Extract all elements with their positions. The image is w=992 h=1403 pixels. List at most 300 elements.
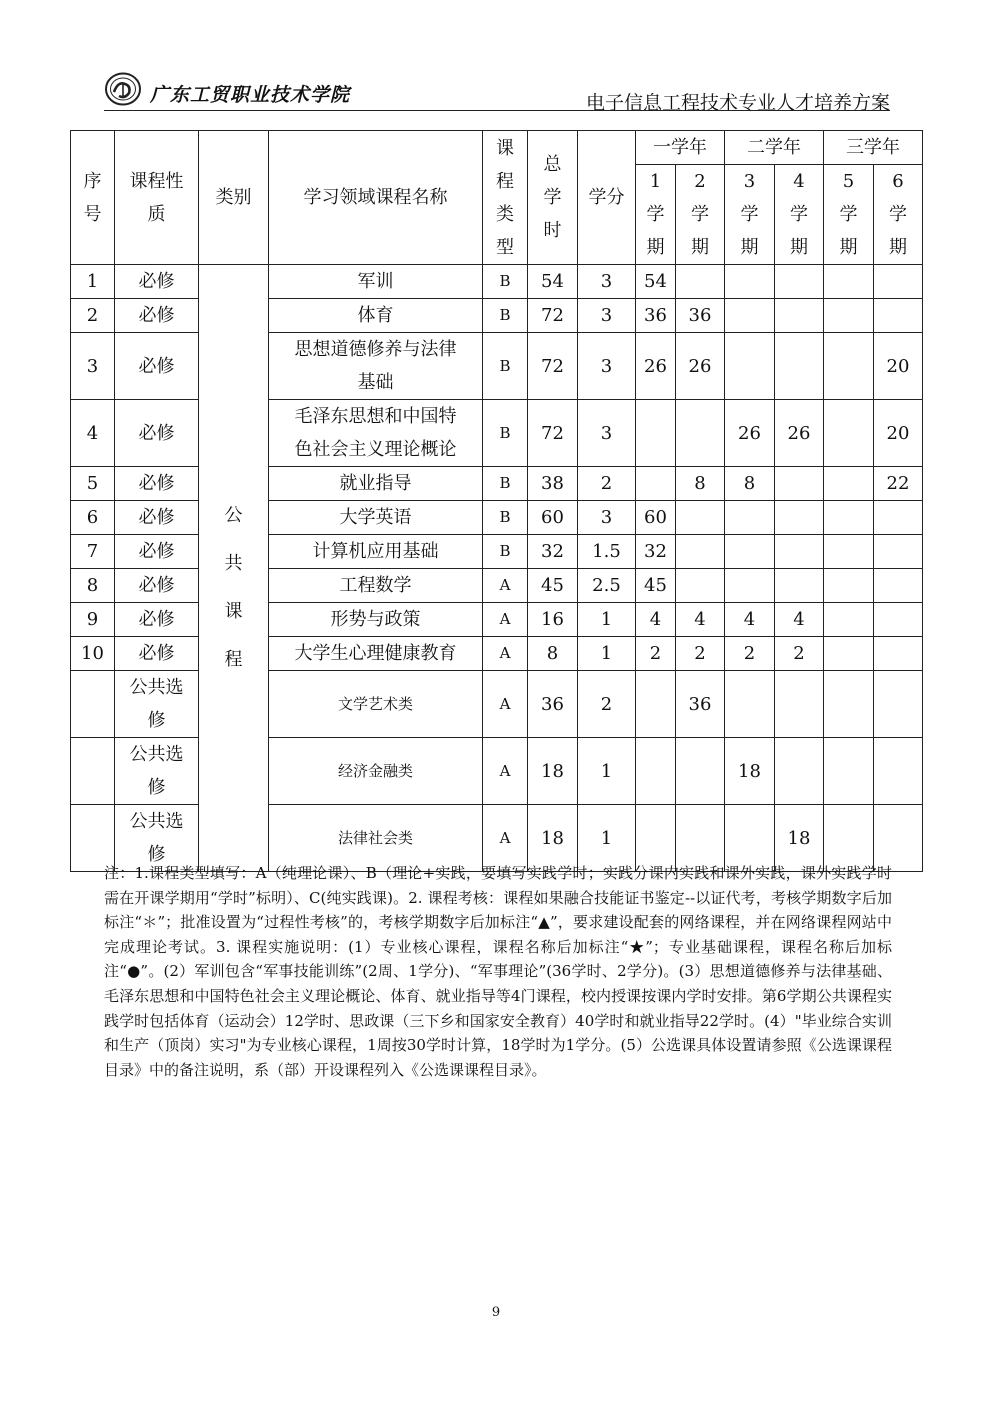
cell-course-name-text: 军训 bbox=[357, 271, 394, 292]
header-nature-text: 课程性 bbox=[129, 170, 184, 192]
cell-semester-1 bbox=[636, 501, 676, 535]
cell-total-hours bbox=[528, 637, 578, 671]
cell-nature bbox=[115, 265, 199, 299]
header-nature bbox=[115, 131, 199, 265]
cell-course-name bbox=[269, 265, 483, 299]
header-semester-text: 2 bbox=[694, 171, 706, 192]
cell-semester-5 bbox=[824, 467, 874, 501]
cell-semester-2 bbox=[676, 265, 725, 299]
header-semester-text: 4 bbox=[793, 171, 805, 192]
cell-credits-text: 1.5 bbox=[592, 541, 621, 562]
cell-course-type-text: B bbox=[499, 356, 511, 375]
cell-course-name bbox=[269, 535, 483, 569]
cell-course-name bbox=[269, 569, 483, 603]
cell-course-name bbox=[269, 333, 483, 400]
cell-seq-text: 4 bbox=[86, 422, 99, 444]
cell-semester-4 bbox=[775, 265, 824, 299]
cell-total-hours bbox=[528, 501, 578, 535]
header-semester-text: 期 bbox=[646, 237, 665, 258]
cell-course-name-text: 法律社会类 bbox=[337, 828, 413, 847]
cell-semester-1-text: 45 bbox=[644, 575, 667, 596]
cell-course-type-text: A bbox=[499, 694, 511, 713]
cell-semester-1 bbox=[636, 637, 676, 671]
header-semester-text: 学 bbox=[889, 204, 907, 225]
cell-total-hours-text: 8 bbox=[546, 643, 559, 664]
cell-seq-text: 3 bbox=[86, 355, 99, 377]
cell-semester-3-text: 4 bbox=[743, 609, 756, 630]
header-semester-text: 期 bbox=[839, 237, 858, 258]
table-row bbox=[71, 637, 923, 671]
cell-course-type-text: A bbox=[499, 644, 511, 662]
header-seq-text: 号 bbox=[83, 203, 102, 225]
cell-total-hours-text: 16 bbox=[541, 609, 564, 630]
cell-semester-4-text: 4 bbox=[793, 609, 805, 630]
table-row bbox=[71, 569, 923, 603]
cell-course-type-text: B bbox=[499, 474, 511, 492]
cell-semester-1 bbox=[636, 333, 676, 400]
cell-semester-2-text: 8 bbox=[694, 473, 706, 494]
header-course-type-text: 课 bbox=[496, 137, 514, 159]
cell-semester-1-text: 32 bbox=[644, 541, 667, 562]
table-row bbox=[71, 265, 923, 299]
cell-semester-5 bbox=[824, 671, 874, 738]
cell-course-type bbox=[483, 299, 528, 333]
cell-credits-text: 2 bbox=[600, 693, 613, 715]
cell-credits bbox=[578, 333, 636, 400]
cell-semester-4 bbox=[775, 333, 824, 400]
header-semester-text: 1 bbox=[649, 171, 662, 192]
table-note: 注：1.课程类型填写：A（纯理论课）、B（理论+实践，要填写实践学时；实践分课内实践和课外实践，课外实践学时需在开课学期用“学时”标明）、C(纯实践课)。2. 课程考核：课程如果融合技能证书鉴定--以证代考，考核学期数字后加标注“＊”；批准设置为“过程性考核”的，考核学期数字后加标注“▲”，要求建设配套的网络课程，并在网络课程网站中完成理论考试。3. 课程实施说明：(1）专业核心课程，课程名称后加标注“★”；专业基础课程，课程名称后加标注“●”。(2）军训包含“军事技能训练”(2周、1学分)、“军事理论”(36学时、2学分)。(3）思想道德修养与法律基础、毛泽东思想和中国特色社会主义理论概论、体育、就业指导等4门课程，校内授课按课内学时安排。第6学期公共课程实践学时包括体育（运动会）12学时、思政课（三下乡和国家安全教育）40学时和就业指导22学时。(4）"毕业综合实训和生产（顶岗）实习"为专业核心课程，1周按30学时计算，18学时为1学分。(5）公选课具体设置请参照《公选课课程目录》中的备注说明，系（部）开设课程列入《公选课课程目录》。 bbox=[104, 864, 892, 1079]
cell-credits bbox=[578, 400, 636, 467]
cell-course-type bbox=[483, 501, 528, 535]
cell-semester-4 bbox=[775, 467, 824, 501]
cell-seq bbox=[71, 535, 115, 569]
category-public-course-text: 共 bbox=[224, 553, 243, 574]
category-public-course bbox=[199, 265, 269, 872]
table-row bbox=[71, 535, 923, 569]
cell-course-name-text: 工程数学 bbox=[339, 575, 412, 596]
cell-semester-5 bbox=[824, 333, 874, 400]
cell-semester-4-text: 26 bbox=[787, 422, 811, 444]
cell-semester-3 bbox=[725, 333, 775, 400]
header-total-hours-text: 学 bbox=[543, 187, 562, 208]
cell-semester-6 bbox=[874, 671, 923, 738]
cell-semester-3-text: 2 bbox=[743, 643, 756, 664]
cell-semester-1-text: 36 bbox=[644, 305, 667, 326]
cell-semester-1 bbox=[636, 467, 676, 501]
cell-credits-text: 3 bbox=[600, 422, 613, 444]
header-year-text: 一学年 bbox=[653, 137, 707, 158]
cell-semester-2 bbox=[676, 400, 725, 467]
cell-nature-text: 修 bbox=[147, 710, 166, 731]
cell-semester-5 bbox=[824, 501, 874, 535]
cell-credits-text: 1 bbox=[600, 609, 613, 630]
table-row bbox=[71, 671, 923, 738]
table-row bbox=[71, 467, 923, 501]
cell-credits bbox=[578, 637, 636, 671]
cell-seq-text: 10 bbox=[81, 643, 104, 664]
cell-nature bbox=[115, 671, 199, 738]
cell-course-name bbox=[269, 603, 483, 637]
cell-semester-1 bbox=[636, 671, 676, 738]
cell-nature-text: 必修 bbox=[138, 507, 175, 528]
cell-course-name-text: 文学艺术类 bbox=[337, 694, 413, 713]
cell-credits-text: 3 bbox=[600, 305, 613, 326]
cell-total-hours-text: 54 bbox=[541, 271, 564, 292]
cell-semester-1 bbox=[636, 265, 676, 299]
cell-semester-1-text: 26 bbox=[644, 355, 667, 377]
cell-nature-text: 必修 bbox=[138, 473, 175, 494]
cell-total-hours bbox=[528, 265, 578, 299]
cell-course-type bbox=[483, 637, 528, 671]
cell-course-type bbox=[483, 467, 528, 501]
cell-seq-text: 1 bbox=[86, 271, 99, 292]
header-semester-text: 3 bbox=[743, 171, 756, 192]
cell-seq bbox=[71, 299, 115, 333]
cell-semester-6 bbox=[874, 467, 923, 501]
cell-nature bbox=[115, 467, 199, 501]
page-header bbox=[104, 72, 894, 112]
cell-credits bbox=[578, 467, 636, 501]
cell-semester-5 bbox=[824, 738, 874, 805]
cell-course-name-text: 体育 bbox=[357, 305, 394, 326]
cell-semester-2-text: 2 bbox=[694, 643, 706, 664]
table-row bbox=[71, 738, 923, 805]
cell-semester-3 bbox=[725, 637, 775, 671]
cell-seq-text: 7 bbox=[86, 541, 99, 562]
category-public-course-text: 公 bbox=[224, 505, 243, 526]
header-category-text: 类别 bbox=[215, 187, 252, 208]
document-title: 电子信息工程技术专业人才培养方案 bbox=[585, 92, 890, 114]
cell-semester-6 bbox=[874, 535, 923, 569]
cell-course-type-text: A bbox=[499, 610, 511, 628]
cell-course-type bbox=[483, 535, 528, 569]
cell-course-type-text: A bbox=[499, 761, 511, 780]
cell-total-hours bbox=[528, 569, 578, 603]
header-seq bbox=[71, 131, 115, 265]
cell-semester-6 bbox=[874, 637, 923, 671]
header-year bbox=[636, 131, 725, 165]
table-row bbox=[71, 400, 923, 467]
category-public-course-text: 程 bbox=[224, 649, 243, 670]
cell-seq bbox=[71, 738, 115, 805]
header-course-name bbox=[269, 131, 483, 265]
cell-semester-1 bbox=[636, 603, 676, 637]
cell-semester-2 bbox=[676, 501, 725, 535]
cell-semester-2-text: 4 bbox=[694, 609, 706, 630]
school-name: 广东工贸职业技术学院 bbox=[150, 84, 351, 106]
cell-semester-3 bbox=[725, 738, 775, 805]
cell-course-name bbox=[269, 467, 483, 501]
cell-course-type bbox=[483, 603, 528, 637]
cell-credits-text: 1 bbox=[600, 760, 613, 782]
cell-semester-5 bbox=[824, 569, 874, 603]
cell-semester-6-text: 22 bbox=[886, 473, 910, 494]
cell-seq bbox=[71, 400, 115, 467]
header-total-hours-text: 总 bbox=[543, 154, 562, 175]
cell-semester-6 bbox=[874, 738, 923, 805]
cell-semester-3-text: 26 bbox=[738, 422, 761, 444]
cell-semester-3 bbox=[725, 265, 775, 299]
cell-total-hours bbox=[528, 333, 578, 400]
cell-semester-4 bbox=[775, 299, 824, 333]
cell-credits bbox=[578, 603, 636, 637]
cell-semester-1 bbox=[636, 738, 676, 805]
cell-semester-2 bbox=[676, 535, 725, 569]
header-total-hours-text: 时 bbox=[543, 220, 562, 241]
table-row bbox=[71, 501, 923, 535]
cell-seq bbox=[71, 265, 115, 299]
table-row bbox=[71, 333, 923, 400]
cell-semester-2 bbox=[676, 637, 725, 671]
header-total-hours bbox=[528, 131, 578, 265]
cell-semester-3 bbox=[725, 569, 775, 603]
cell-course-name-text: 毛泽东思想和中国特 bbox=[294, 406, 457, 427]
cell-semester-2-text: 26 bbox=[688, 355, 712, 377]
cell-semester-6 bbox=[874, 400, 923, 467]
cell-seq bbox=[71, 333, 115, 400]
cell-semester-2 bbox=[676, 299, 725, 333]
cell-semester-6-text: 20 bbox=[886, 355, 910, 377]
cell-course-name-text: 大学生心理健康教育 bbox=[294, 643, 457, 664]
cell-course-name bbox=[269, 637, 483, 671]
cell-nature-text: 公共选 bbox=[129, 811, 184, 832]
cell-semester-2 bbox=[676, 467, 725, 501]
cell-semester-2-text: 36 bbox=[688, 693, 712, 715]
cell-total-hours-text: 36 bbox=[541, 693, 564, 715]
cell-course-type-text: A bbox=[499, 576, 511, 594]
cell-semester-4 bbox=[775, 501, 824, 535]
cell-semester-4 bbox=[775, 637, 824, 671]
cell-semester-4 bbox=[775, 603, 824, 637]
header-nature-text: 质 bbox=[147, 203, 166, 225]
cell-total-hours-text: 18 bbox=[541, 760, 564, 782]
cell-total-hours-text: 60 bbox=[541, 507, 564, 528]
cell-nature-text: 修 bbox=[147, 777, 166, 798]
cell-semester-1-text: 4 bbox=[649, 609, 662, 630]
cell-seq bbox=[71, 467, 115, 501]
cell-credits bbox=[578, 738, 636, 805]
cell-total-hours-text: 18 bbox=[541, 827, 564, 849]
cell-nature-text: 必修 bbox=[138, 541, 175, 562]
cell-semester-6 bbox=[874, 603, 923, 637]
cell-nature-text: 必修 bbox=[138, 305, 175, 326]
cell-nature-text: 必修 bbox=[138, 609, 175, 630]
cell-semester-2 bbox=[676, 671, 725, 738]
cell-credits bbox=[578, 569, 636, 603]
cell-total-hours-text: 72 bbox=[541, 422, 564, 444]
cell-total-hours bbox=[528, 467, 578, 501]
cell-semester-5 bbox=[824, 637, 874, 671]
cell-semester-5 bbox=[824, 535, 874, 569]
cell-nature bbox=[115, 333, 199, 400]
cell-nature bbox=[115, 738, 199, 805]
cell-semester-5 bbox=[824, 265, 874, 299]
cell-semester-1-text: 60 bbox=[644, 507, 667, 528]
cell-course-name bbox=[269, 671, 483, 738]
header-credits bbox=[578, 131, 636, 265]
cell-course-name bbox=[269, 400, 483, 467]
cell-semester-6 bbox=[874, 299, 923, 333]
cell-course-name bbox=[269, 738, 483, 805]
cell-semester-2-text: 36 bbox=[688, 305, 712, 326]
cell-seq bbox=[71, 569, 115, 603]
cell-semester-1-text: 54 bbox=[644, 271, 667, 292]
cell-nature-text: 公共选 bbox=[129, 744, 184, 765]
cell-credits bbox=[578, 535, 636, 569]
cell-course-type-text: B bbox=[499, 306, 511, 324]
cell-semester-4 bbox=[775, 569, 824, 603]
cell-semester-5 bbox=[824, 299, 874, 333]
header-semester-text: 期 bbox=[790, 237, 808, 258]
cell-total-hours bbox=[528, 671, 578, 738]
cell-credits-text: 3 bbox=[600, 271, 613, 292]
cell-semester-4 bbox=[775, 671, 824, 738]
header-semester bbox=[636, 165, 676, 265]
cell-semester-3 bbox=[725, 603, 775, 637]
cell-semester-3 bbox=[725, 467, 775, 501]
cell-seq-text: 8 bbox=[86, 575, 99, 596]
header-seq-text: 序 bbox=[83, 170, 102, 192]
header-semester-text: 5 bbox=[842, 171, 855, 192]
cell-semester-6 bbox=[874, 265, 923, 299]
header-semester-text: 期 bbox=[691, 237, 709, 258]
cell-course-type-text: B bbox=[499, 542, 511, 560]
cell-semester-6-text: 20 bbox=[886, 422, 910, 444]
cell-total-hours bbox=[528, 738, 578, 805]
header-semester-text: 期 bbox=[740, 237, 759, 258]
cell-seq-text: 6 bbox=[86, 507, 99, 528]
cell-total-hours-text: 32 bbox=[541, 541, 564, 562]
cell-semester-2 bbox=[676, 569, 725, 603]
cell-semester-6 bbox=[874, 501, 923, 535]
cell-nature bbox=[115, 569, 199, 603]
cell-nature-text: 必修 bbox=[138, 643, 175, 664]
cell-semester-3 bbox=[725, 535, 775, 569]
cell-seq bbox=[71, 501, 115, 535]
cell-semester-4 bbox=[775, 535, 824, 569]
header-year-text: 二学年 bbox=[747, 137, 801, 158]
cell-credits bbox=[578, 265, 636, 299]
table-row bbox=[71, 603, 923, 637]
cell-seq-text: 9 bbox=[86, 609, 99, 630]
header-course-type-text: 类 bbox=[496, 203, 514, 225]
cell-semester-3 bbox=[725, 671, 775, 738]
header-semester-text: 学 bbox=[790, 204, 808, 225]
header-course-name-text: 学习领域课程名称 bbox=[303, 187, 448, 208]
header-course-type-text: 型 bbox=[496, 236, 514, 258]
header-divider bbox=[104, 110, 890, 111]
page-number: 9 bbox=[491, 1305, 501, 1320]
cell-course-name-text: 就业指导 bbox=[339, 473, 412, 494]
cell-course-name-text: 大学英语 bbox=[339, 507, 412, 528]
cell-credits-text: 3 bbox=[600, 355, 613, 377]
cell-nature bbox=[115, 501, 199, 535]
cell-seq bbox=[71, 637, 115, 671]
cell-course-name bbox=[269, 299, 483, 333]
cell-course-type bbox=[483, 265, 528, 299]
cell-nature bbox=[115, 535, 199, 569]
cell-nature bbox=[115, 603, 199, 637]
cell-course-type-text: B bbox=[499, 272, 511, 290]
cell-course-name-text: 计算机应用基础 bbox=[312, 541, 439, 562]
header-semester bbox=[824, 165, 874, 265]
header-semester-text: 学 bbox=[691, 204, 709, 225]
cell-credits-text: 1 bbox=[600, 827, 613, 849]
header-semester bbox=[775, 165, 824, 265]
header-year bbox=[824, 131, 923, 165]
cell-credits bbox=[578, 299, 636, 333]
cell-semester-5 bbox=[824, 603, 874, 637]
cell-total-hours-text: 45 bbox=[541, 575, 564, 596]
cell-semester-1 bbox=[636, 569, 676, 603]
cell-total-hours-text: 38 bbox=[541, 473, 564, 494]
cell-semester-4 bbox=[775, 738, 824, 805]
header-year bbox=[725, 131, 824, 165]
cell-course-type-text: B bbox=[499, 508, 511, 526]
cell-semester-6 bbox=[874, 569, 923, 603]
cell-nature-text: 公共选 bbox=[129, 677, 184, 698]
cell-credits bbox=[578, 501, 636, 535]
cell-credits-text: 1 bbox=[600, 643, 613, 664]
header-semester-text: 学 bbox=[740, 204, 759, 225]
header-semester-text: 期 bbox=[889, 237, 907, 258]
cell-semester-5 bbox=[824, 400, 874, 467]
cell-semester-4-text: 18 bbox=[787, 827, 811, 849]
cell-course-name bbox=[269, 501, 483, 535]
cell-course-type bbox=[483, 569, 528, 603]
cell-semester-3-text: 18 bbox=[738, 760, 761, 782]
cell-nature bbox=[115, 400, 199, 467]
header-credits-text: 学分 bbox=[588, 187, 625, 208]
course-table bbox=[70, 130, 923, 872]
header-course-type-text: 程 bbox=[496, 170, 514, 192]
cell-semester-3 bbox=[725, 299, 775, 333]
cell-nature-text: 必修 bbox=[138, 575, 175, 596]
cell-total-hours bbox=[528, 535, 578, 569]
cell-semester-1 bbox=[636, 535, 676, 569]
cell-nature bbox=[115, 637, 199, 671]
cell-course-type bbox=[483, 738, 528, 805]
cell-total-hours-text: 72 bbox=[541, 305, 564, 326]
header-semester bbox=[725, 165, 775, 265]
cell-course-type bbox=[483, 671, 528, 738]
cell-semester-2 bbox=[676, 738, 725, 805]
header-semester-text: 学 bbox=[646, 204, 665, 225]
header-year-text: 三学年 bbox=[846, 137, 900, 158]
cell-nature-text: 必修 bbox=[138, 271, 175, 292]
header-semester bbox=[676, 165, 725, 265]
cell-semester-3-text: 8 bbox=[743, 473, 756, 494]
cell-nature bbox=[115, 299, 199, 333]
header-semester bbox=[874, 165, 923, 265]
cell-seq-text: 2 bbox=[86, 305, 99, 326]
category-public-course-text: 课 bbox=[224, 601, 243, 622]
cell-seq-text: 5 bbox=[86, 473, 99, 494]
cell-semester-3 bbox=[725, 400, 775, 467]
cell-course-type-text: B bbox=[499, 423, 511, 442]
cell-course-name-text: 色社会主义理论概论 bbox=[294, 439, 457, 460]
cell-course-name-text: 思想道德修养与法律 bbox=[294, 339, 457, 360]
cell-course-name-text: 经济金融类 bbox=[337, 761, 413, 780]
header-category bbox=[199, 131, 269, 265]
cell-total-hours-text: 72 bbox=[541, 355, 564, 377]
cell-credits bbox=[578, 671, 636, 738]
cell-course-type bbox=[483, 400, 528, 467]
cell-nature-text: 必修 bbox=[138, 355, 175, 377]
cell-semester-1 bbox=[636, 299, 676, 333]
college-seal-icon bbox=[104, 72, 142, 106]
